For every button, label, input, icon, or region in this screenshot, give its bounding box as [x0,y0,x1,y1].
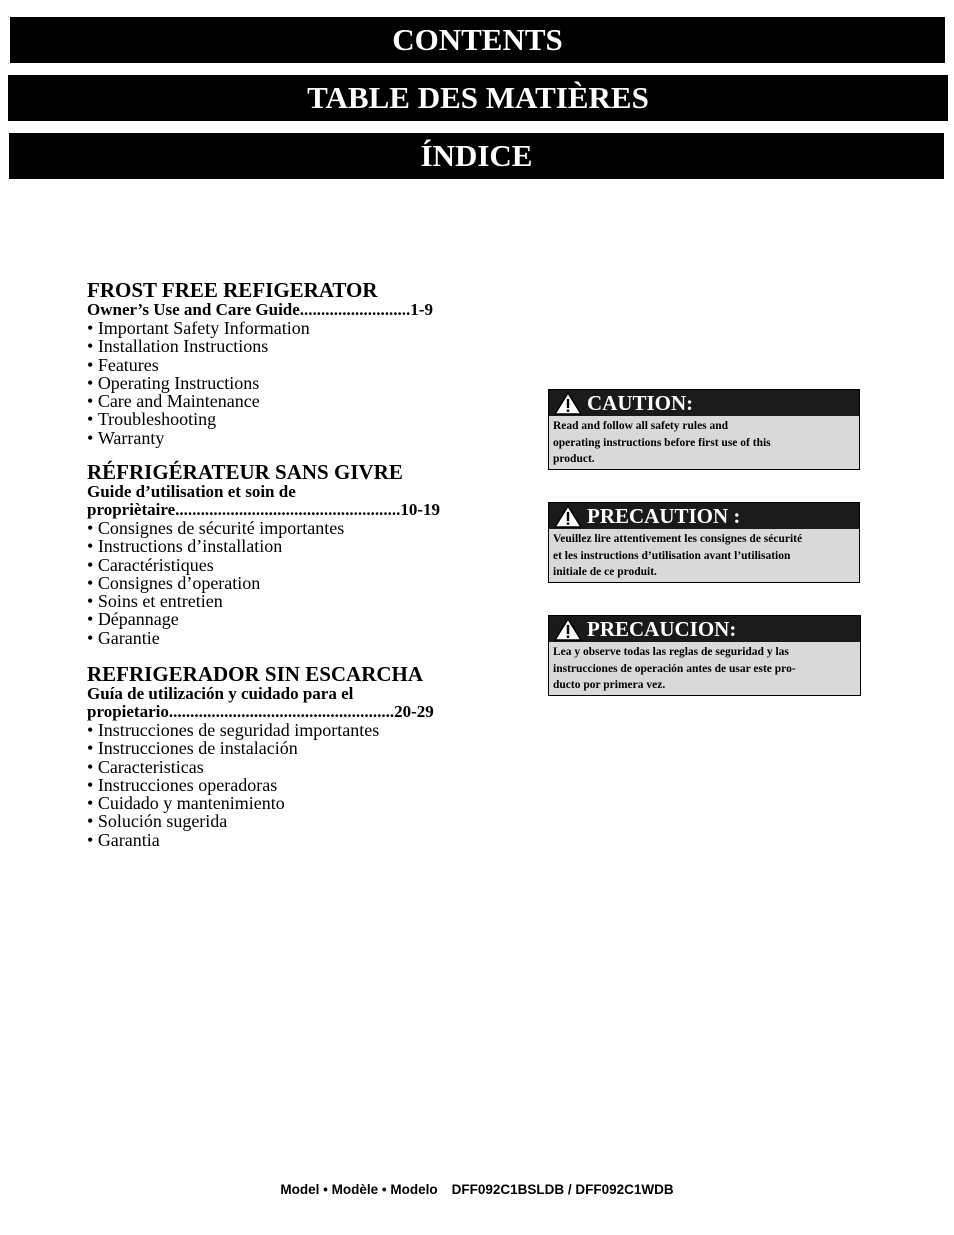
guide-line: propietario.....................................................20-29 [87,702,434,721]
list-item: • Garantia [87,831,527,849]
list-item: • Installation Instructions [87,337,527,355]
section-title: FROST FREE REFIGERATOR [87,278,378,302]
text-line: ducto por primera vez. [553,679,666,691]
text-line: Lea y observe todas las reglas de seguridad y las [553,646,789,658]
text-line: operating instructions before first use of this [553,436,771,449]
text-line: et les instructions d’utilisation avant l’utilisation [553,549,791,562]
toc-list [87,319,527,447]
list-item: • Consignes d’operation [87,574,527,592]
caution-header [549,390,859,416]
list-item: • Soins et entretien [87,592,527,610]
model-footer [0,1182,954,1197]
list-item: • Solución sugerida [87,812,527,830]
text-line: Veuillez lire attentivement les consignes de sécurité [553,533,803,545]
precaucion-header [549,616,860,642]
toc-section-spanish [87,663,527,849]
list-item: • Dépannage [87,610,527,628]
guide-line: Guide d’utilisation et soin de [87,482,296,501]
precaution-box [548,502,860,583]
list-item: • Instrucciones de instalación [87,739,527,757]
warning-triangle-icon [553,391,583,416]
caution-title: CAUTION: [587,391,694,415]
list-item: • Warranty [87,429,527,447]
list-item: • Cuidado y mantenimiento [87,794,527,812]
caution-text [549,416,859,469]
warning-triangle-icon [553,504,583,529]
header-table-des-matieres: TABLE DES MATIÈRES [8,75,948,121]
precaution-text [549,529,859,582]
list-item: • Consignes de sécurité importantes [87,519,527,537]
text-line: product. [553,453,595,465]
toc-section-english [87,279,527,447]
model-label: Model • Modèle • Modelo [280,1182,438,1197]
precaucion-box [548,615,861,696]
precaucion-text [549,642,860,695]
toc-list [87,721,527,849]
list-item: • Instrucciones operadoras [87,776,527,794]
guide-line: Owner’s Use and Care Guide..........................1-9 [87,300,433,319]
caution-box [548,389,860,470]
precaucion-title: PRECAUCION: [587,617,737,641]
toc-section-french [87,461,527,647]
precaution-header [549,503,859,529]
precaution-title: PRECAUTION : [587,504,741,528]
list-item: • Instrucciones de seguridad importantes [87,721,527,739]
list-item: • Operating Instructions [87,374,527,392]
guide-line: Guía de utilización y cuidado para el [87,684,354,703]
text-line: instrucciones de operación antes de usar este pro- [553,662,796,675]
text-line: initiale de ce produit. [553,566,657,578]
list-item: • Caractéristiques [87,556,527,574]
warning-triangle-icon [553,617,583,642]
list-item: • Features [87,356,527,374]
header-indice: ÍNDICE [9,133,944,179]
list-item: • Caracteristicas [87,758,527,776]
list-item: • Instructions d’installation [87,537,527,555]
list-item: • Troubleshooting [87,410,527,428]
guide-line: propriètaire.....................................................10-19 [87,500,441,519]
list-item: • Care and Maintenance [87,392,527,410]
model-numbers: DFF092C1BSLDB / DFF092C1WDB [451,1182,674,1197]
section-title: RÉFRIGÉRATEUR SANS GIVRE [87,460,403,484]
list-item: • Important Safety Information [87,319,527,337]
toc-list [87,519,527,647]
header-contents: CONTENTS [10,17,945,63]
section-title: REFRIGERADOR SIN ESCARCHA [87,662,424,686]
text-line: Read and follow all safety rules and [553,420,729,432]
list-item: • Garantie [87,629,527,647]
